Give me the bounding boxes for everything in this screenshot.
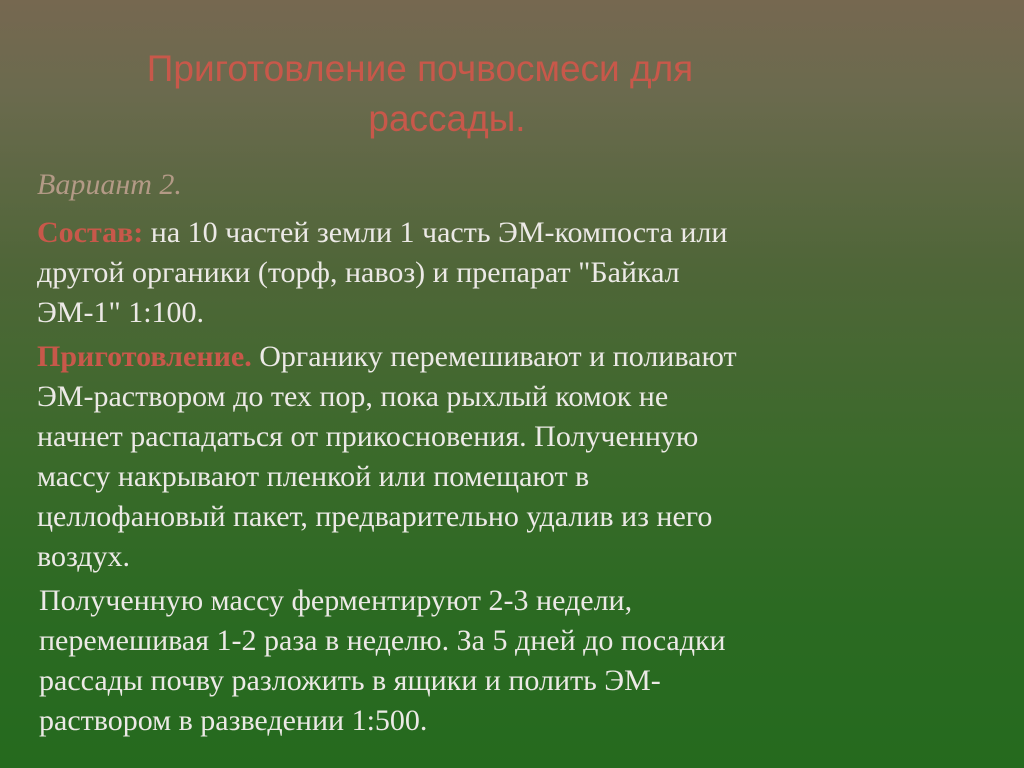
- preparation-text: Органику перемешивают и поливают ЭМ-раствором до тех пор, пока рыхлый комок не начнет распадаться от прикосновения. Полученную массу накрывают пленкой или помещают в целлофановый пакет, предварительно удалив из него воздух.: [37, 340, 737, 573]
- preparation-paragraph: [37, 337, 737, 577]
- composition-paragraph: [37, 213, 737, 333]
- slide-title-line2: рассады.: [368, 98, 526, 139]
- composition-label: Состав:: [37, 216, 144, 249]
- slide-title-line1: Приготовление почвосмеси для: [146, 48, 694, 89]
- composition-text: на 10 частей земли 1 часть ЭМ-компоста или другой органики (торф, навоз) и препарат "Байкал ЭМ-1" 1:100.: [37, 216, 728, 329]
- slide-body: [37, 165, 737, 741]
- fermentation-paragraph: Полученную массу ферментируют 2-3 недели, перемешивая 1-2 раза в неделю. За 5 дней до посадки рассады почву разложить в ящики и полить ЭМ-раствором в разведении 1:500.: [39, 584, 726, 737]
- variant-heading: Вариант 2.: [37, 168, 182, 201]
- preparation-label: Приготовление.: [37, 340, 252, 373]
- slide-title: [70, 44, 770, 144]
